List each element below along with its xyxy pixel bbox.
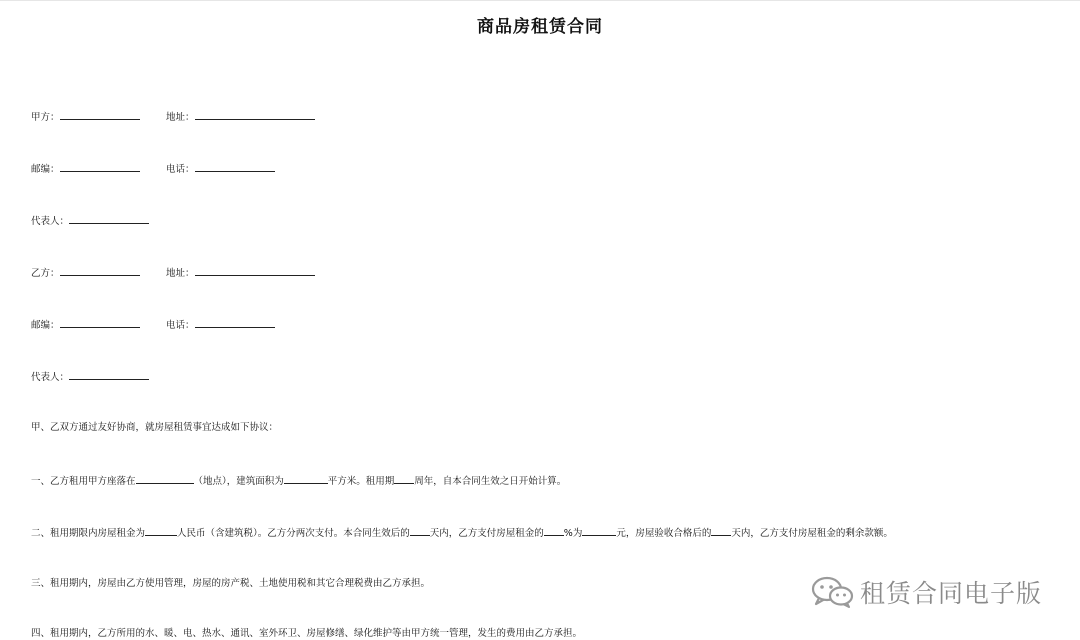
party-a-name-label: 甲方： <box>31 112 60 123</box>
party-b-phone-field <box>166 316 275 332</box>
party-a-address-blank <box>195 108 315 120</box>
party-a-phone-blank <box>195 160 275 172</box>
clause-1-text-c: 平方米。租用期 <box>327 476 395 487</box>
party-a-phone-label: 电话： <box>166 164 195 175</box>
party-b-phone-blank <box>195 316 275 328</box>
party-b-postcode-label: 邮编： <box>31 320 60 331</box>
party-b-representative-field <box>31 368 149 384</box>
party-b-name-label: 乙方： <box>31 268 60 279</box>
watermark-text: 租赁合同电子版 <box>860 579 1043 608</box>
party-a-address-field <box>166 108 315 124</box>
clause-3: 三、租用期内，房屋由乙方使用管理，房屋的房产税、土地使用税和其它合理税费由乙方承担。 <box>31 578 431 589</box>
top-divider <box>0 0 1080 1</box>
clause-2-percent-blank <box>544 524 564 536</box>
clause-2-rent-blank <box>145 524 177 536</box>
party-b-postcode-blank <box>60 316 140 328</box>
party-a-address-label: 地址： <box>166 112 195 123</box>
party-a-name-field <box>31 108 140 124</box>
clause-1-years-blank <box>394 472 414 484</box>
clause-2-text-f: 天内，乙方支付房屋租金的剩余款额。 <box>731 528 893 539</box>
clause-2-text-a: 二、租用期限内房屋租金为 <box>31 528 146 539</box>
wechat-watermark <box>810 574 1042 610</box>
party-a-phone-field <box>166 160 275 176</box>
clause-2-text-c: 天内，乙方支付房屋租金的 <box>429 528 544 539</box>
party-b-name-blank <box>60 264 140 276</box>
party-a-postcode-label: 邮编： <box>31 164 60 175</box>
clause-2-days-blank-1 <box>410 524 430 536</box>
party-a-representative-blank <box>69 212 149 224</box>
document-title: 商品房租赁合同 <box>477 17 603 37</box>
clause-2-days-blank-2 <box>711 524 731 536</box>
party-b-address-label: 地址： <box>166 268 195 279</box>
clause-2-text-b: 人民币（含建筑税）。乙方分两次支付。本合同生效后的 <box>177 528 410 539</box>
clause-1-location-blank <box>136 472 194 484</box>
wechat-icon <box>810 576 854 608</box>
party-a-name-blank <box>60 108 140 120</box>
clause-4: 四、租用期内，乙方所用的水、暖、电、热水、通讯、室外环卫、房屋修缮、绿化维护等由甲方统一管理，发生的费用由乙方承担。 <box>31 628 583 639</box>
party-b-representative-label: 代表人： <box>31 372 70 383</box>
party-a-postcode-field <box>31 160 140 176</box>
party-a-postcode-blank <box>60 160 140 172</box>
clause-2-amount-blank <box>582 524 616 536</box>
party-b-name-field <box>31 264 140 280</box>
party-a-representative-field <box>31 212 149 228</box>
clause-1 <box>31 472 566 488</box>
party-a-representative-label: 代表人： <box>31 216 70 227</box>
clause-2-text-e: 元，房屋验收合格后的 <box>616 528 712 539</box>
party-b-representative-blank <box>69 368 149 380</box>
clause-1-area-blank <box>284 472 328 484</box>
clause-1-text-a: 一、乙方租用甲方座落在 <box>31 476 136 487</box>
clause-2-text-d: %为 <box>563 528 583 539</box>
clause-1-text-b: （地点），建筑面积为 <box>193 476 284 487</box>
clause-1-text-d: 周年，自本合同生效之日开始计算。 <box>414 476 567 487</box>
agreement-intro: 甲、乙双方通过友好协商，就房屋租赁事宜达成如下协议： <box>31 422 279 433</box>
party-b-address-field <box>166 264 315 280</box>
party-b-postcode-field <box>31 316 140 332</box>
party-b-address-blank <box>195 264 315 276</box>
party-b-phone-label: 电话： <box>166 320 195 331</box>
clause-2 <box>31 524 893 540</box>
